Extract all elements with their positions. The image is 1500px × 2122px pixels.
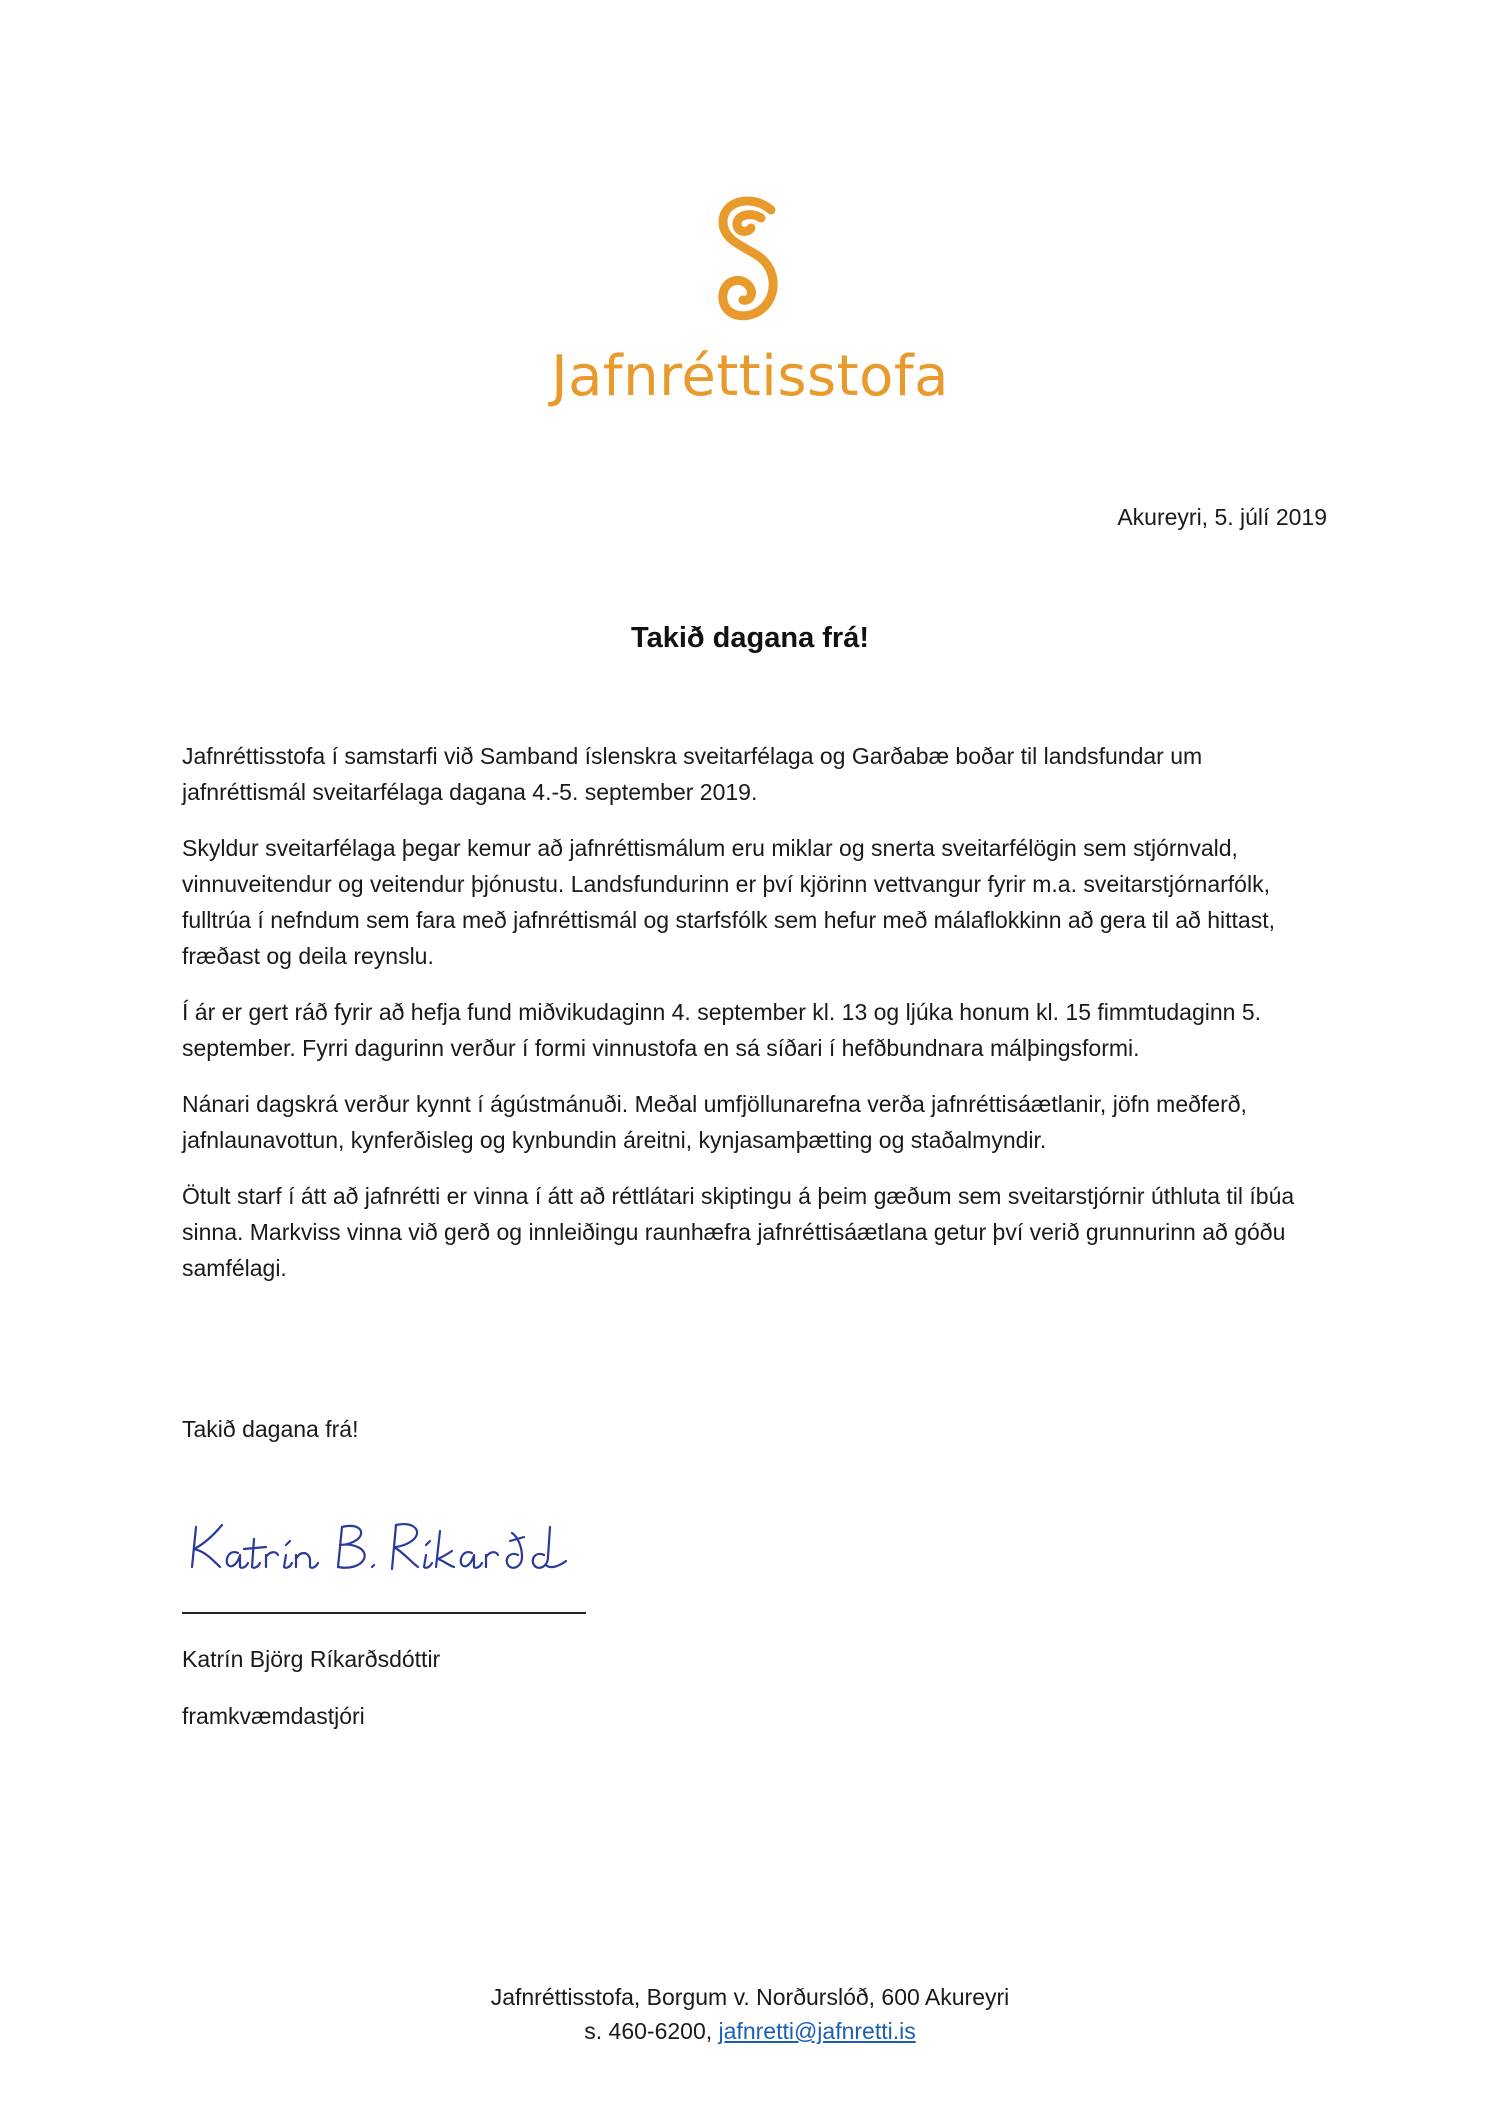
paragraph: Skyldur sveitarfélaga þegar kemur að jafnréttismálum eru miklar og snerta sveitarfélögin sem stjórnvald, vinnuveitendur og veitendur þjónustu. Landsfundurinn er því kjörinn vettvangur fyrir m.a. sveitarstjórnarfólk, fulltrúa í nefndum sem fara með jafnréttismál og starfsfólk sem hefur með málaflokkinn að gera til að hittast, fræðast og deila reynslu. — [182, 835, 1275, 969]
logo-wordmark: Jafnréttisstofa — [551, 344, 949, 409]
organization-logo — [540, 196, 960, 426]
signer-name: Katrín Björg Ríkarðsdóttir — [182, 1646, 441, 1672]
letter-body — [182, 738, 1332, 1306]
footer-address: Jafnréttisstofa, Borgum v. Norðurslóð, 600 Akureyri — [490, 1984, 1010, 2010]
signer-title: framkvæmdastjóri — [182, 1703, 365, 1729]
paragraph: Jafnréttisstofa í samstarfi við Samband íslenskra sveitarfélaga og Garðabæ boðar til landsfundar um jafnréttismál sveitarfélaga dagana 4.-5. september 2019. — [182, 743, 1203, 805]
letter-closing: Takið dagana frá! — [182, 1416, 359, 1442]
paragraph: Ötult starf í átt að jafnrétti er vinna í átt að réttlátari skiptingu á þeim gæðum sem sveitarstjórnir úthluta til íbúa sinna. Markviss vinna við gerð og innleiðingu raunhæfra jafnréttisáætlana getur því verið grunnurinn að góðu samfélagi. — [182, 1183, 1295, 1281]
paragraph: Nánari dagskrá verður kynnt í ágústmánuði. Meðal umfjöllunarefna verða jafnréttisáætlanir, jöfn meðferð, jafnlaunavottun, kynferðisleg og kynbundin áreitni, kynjasamþætting og staðalmyndir. — [182, 1091, 1247, 1153]
spiral-s-icon — [713, 196, 785, 326]
letter-title: Takið dagana frá! — [631, 622, 869, 654]
signature-line — [182, 1612, 586, 1614]
footer-contact — [0, 2014, 1500, 2048]
handwritten-signature — [182, 1505, 602, 1585]
footer-email-link[interactable]: jafnretti@jafnretti.is — [718, 2018, 916, 2044]
letter-date: Akureyri, 5. júlí 2019 — [1117, 504, 1327, 530]
paragraph: Í ár er gert ráð fyrir að hefja fund miðvikudaginn 4. september kl. 13 og ljúka honum kl. 15 fimmtudaginn 5. september. Fyrri dagurinn verður í formi vinnustofa en sá síðari í hefðbundnara málþingsformi. — [182, 999, 1262, 1061]
letter-footer — [0, 1980, 1500, 2048]
footer-phone: s. 460-6200, — [584, 2018, 713, 2044]
